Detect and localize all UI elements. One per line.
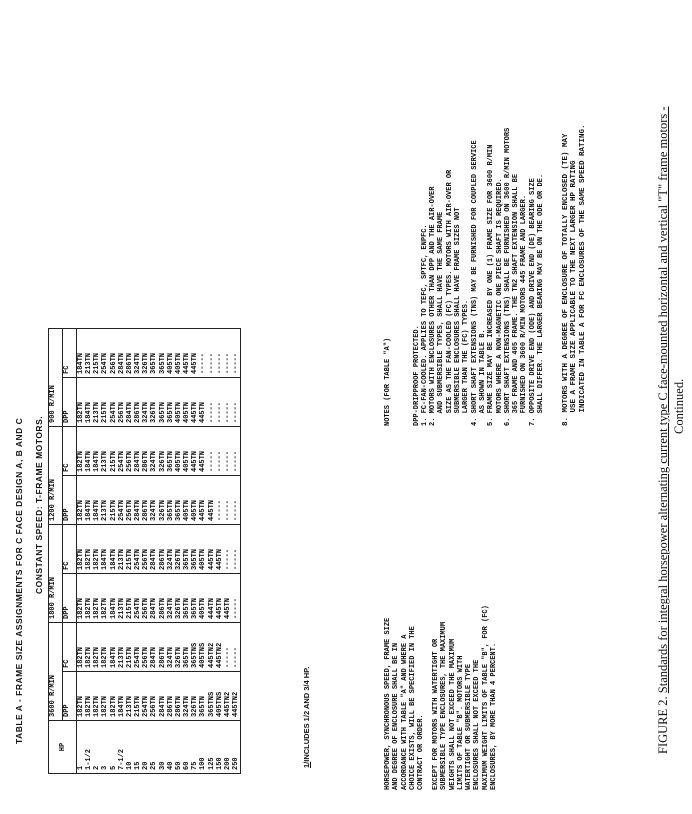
header-dpp: DPP xyxy=(63,574,77,623)
column-1200-fc: 182TN 184TN 184TN 213TN 215TN 254TN 256TN 284TN 286TN 324TN 326TN 365TN 405TN 405TN 445TN 445TN ----- ----- ----- ----- xyxy=(77,427,241,476)
left-note-weights: EXCEPT FOR MOTORS WITH WATERTIGHT OR SUBMERSIBLE TYPE ENCLOSURES, THE MAXIMUM WEIGHTS SHALL NOT EXCEED THE MAXIMUM LIMITS OF TABLE "B". MOTORS WITH WATERTIGHT OR SUBMERSIBLE TYPE ENCLOSURES SHALL NOT EXCEED THE MAXIMUM WEIGHT LIMITS OF TABLE "B", FOR (FC) ENCLOSURES, BY MORE THAN 4 PERCENT. xyxy=(432,605,499,790)
header-fc: FC xyxy=(63,623,77,672)
header-fc: FC xyxy=(63,427,77,476)
column-900-fc: 184TN 213TN 215TN 254TN 256TN 284TN 286TN 324TN 326TN 365TN 365TN 405TN 405TN 445TN 445TN ----- ----- ----- ----- ----- xyxy=(77,329,241,378)
column-900-dpp: 182TN 184TN 213TN 215TN 254TN 256TN 284TN 286TN 324TN 326TN 365TN 365TN 405TN 405TN 445TN 445TN ----- ----- ----- ----- xyxy=(77,378,241,427)
figure-caption xyxy=(656,106,671,754)
footnote-mark: 1/ xyxy=(302,761,311,768)
footnote-text: INCLUDES 1/2 AND 3/4 HP. xyxy=(302,666,311,762)
frame-size-table xyxy=(48,328,241,774)
table-footnote xyxy=(302,667,311,768)
table-title: TABLE A - FRAME SIZE ASSIGNMENTS FOR C FACE DESIGN A, B AND C xyxy=(14,417,24,744)
header-dpp: DPP xyxy=(63,476,77,525)
figure-caption-prefix: FIGURE 2. xyxy=(656,696,670,754)
left-note-horsepower: HORSEPOWER, SYNCHRONOUS SPEED, FRAME SIZE AND DEGREE OF ENCLOSURE SHALL BE IN ACCORDANCE WITH TABLE "A" AND WHERE A CHOICE EXISTS, WILL BE SPECIFIED IN THE CONTRACT OR ORDER. xyxy=(384,617,426,790)
table-subtitle: CONSTANT SPEED: T-FRAME MOTORS. xyxy=(34,415,44,594)
column-3600-dpp: 182TN 182TN 182TN 182TN 182TN 184TN 213TN 215TN 254TN 256TN 284TN 286TN 286TN 324TN 326TN 365TN 365TNS 405TNS 445TN2 445TN2 xyxy=(77,672,241,721)
notes-title: NOTES (FOR TABLE "A") xyxy=(384,337,392,426)
header-fc: FC xyxy=(63,525,77,574)
header-fc: FC xyxy=(63,329,77,378)
header-hp: HP xyxy=(49,721,77,774)
notes-body: DPP-DRIPPROOF PROTECTED. 1. FC-FAN-COOLED. APPLIES TO TEFC, SPTFC, ENPFC. 2. MOTORS WITH ENCLOSURES OTHER THAN DPP AND THE AIR-OVER AND SUBMERSIBLE TYPES, SHALL HAVE THE SAME FRAME SIZE AS THE FAN-COOLED (FC) TYPES. MOTORS WITH AIR-OVER OR SUBMERSIBLE ENCLOSURES SHALL HAVE FRAME SIZES NOT LARGER THAN THE (FC) TYPES. 4. SHORT SHAFT EXTENSIONS (TNS) MAY BE FURNISHED FOR COUPLED SERVICE AS SHOWN IN TABLE B. 5. FRAME SIZE MAY BE INCREASED BY ONE (1) FRAME SIZE FOR 3600 R/MIN MOTORS WHERE A NON-MAGNETIC ONE PIECE SHAFT IS REQUIRED. 6. SHORT SHAFT EXTENSIONS (TNS) SHALL BE FURNISHED ON 3600 R/MIN MOTORS 365 FRAME AND 405 FRAME. THE TN2 SHAFT EXTENSION SHALL BE FURNISHED ON 3600 R/MIN MOTORS 445 FRAME AND LARGER. 7. OPPOSITE DRIVE END (ODE) AND DRIVE END (DE) BEARING SIZE SHALL DIFFER. THE LARGER BEARING MAY BE ON THE ODE OR DE. xyxy=(412,127,546,426)
column-1200-dpp: 182TN 184TN 184TN 213TN 215TN 254TN 256TN 284TN 286TN 324TN 326TN 365TN 365TN 405TN 405TN 445TN 445TN ----- ----- ----- xyxy=(77,476,241,525)
notes-list xyxy=(396,124,603,426)
column-3600-fc: 182TN 182TN 182TN 182TN 184TN 213TN 215TN 254TN 256TN 284TN 286TN 324TN 326TN 365TN 365TNS 405TNS 445TN2 445TN2 ----- ----- xyxy=(77,623,241,672)
header-1800: 1800 R/MIN xyxy=(49,525,63,623)
header-dpp: DPP xyxy=(63,378,77,427)
figure-caption-text: Standards for integral horsepower alternating current type C face-mounted horizontal and vertical "T" frame motors - xyxy=(656,106,670,694)
column-1800-dpp: 182TN 182TN 182TN 182TN 184TN 213TN 215TN 254TN 256TN 284TN 286TN 324TN 326TN 365TN 365TN 405TN 444TN 445TN 445TN ----- xyxy=(77,574,241,623)
figure-caption-continued: Continued. xyxy=(672,378,686,434)
header-dpp: DPP xyxy=(63,672,77,721)
header-1200: 1200 R/MIN xyxy=(49,427,63,525)
header-900: 900 R/MIN xyxy=(49,329,63,427)
notes-item-8: 8. MOTORS WITH A DEGREE OF ENCLOSURE OF TOTALLY ENCLOSED (TE) MAY USE A FRAME SIZE APPLICABLE TO THE NEXT LARGER HP RATING INDICATED IN TABLE A FOR FC ENCLOSURES OF THE SAME SPEED RATING. xyxy=(561,124,587,426)
hp-column: 1 1-1/2 2 3 5 7-1/2 10 15 20 25 30 40 50 60 75 100 125 150 200 250 xyxy=(77,721,241,774)
column-1800-fc: 182TN 182TN 182TN 184TN 184TN 213TN 215TN 254TN 256TN 284TN 286TN 324TN 326TN 365TN 365TN 405TN 445TN 445TN ----- ----- xyxy=(77,525,241,574)
header-3600: 3600 R/MIN xyxy=(49,623,63,721)
